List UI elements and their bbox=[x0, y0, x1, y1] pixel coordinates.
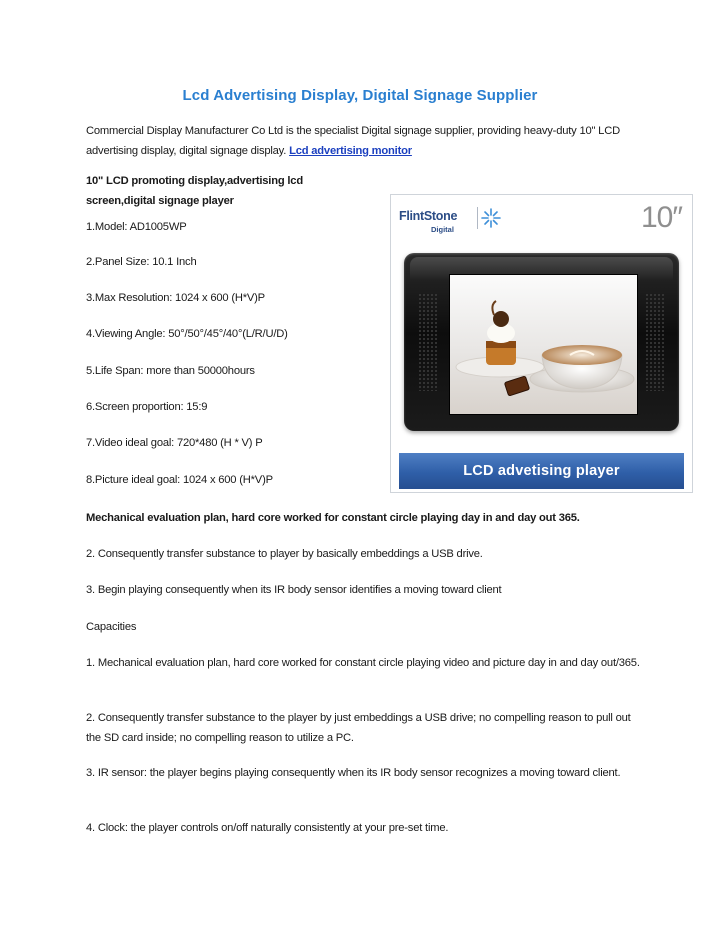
spec-picture-goal: 8.Picture ideal goal: 1024 x 600 (H*V)P bbox=[86, 474, 273, 486]
spec-life-span: 5.Life Span: more than 50000hours bbox=[86, 365, 255, 377]
spec-panel-size: 2.Panel Size: 10.1 Inch bbox=[86, 256, 197, 268]
product-image bbox=[390, 194, 693, 493]
capacity-item-4: 4. Clock: the player controls on/off naturally consistently at your pre-set time. bbox=[86, 822, 449, 834]
spec-model: 1.Model: AD1005WP bbox=[86, 221, 187, 233]
speaker-grille-right bbox=[645, 293, 665, 391]
spec-video-goal: 7.Video ideal goal: 720*480 (H * V) P bbox=[86, 437, 263, 449]
spec-viewing-angle: 4.Viewing Angle: 50°/50°/45°/40°(L/R/U/D) bbox=[86, 328, 288, 340]
page-title: Lcd Advertising Display, Digital Signage Supplier bbox=[182, 87, 538, 104]
product-subheading: 10" LCD promoting display,advertising lcd screen,digital signage player bbox=[86, 175, 303, 207]
lcd-advertising-monitor-link[interactable]: Lcd advertising monitor bbox=[289, 145, 412, 157]
intro-paragraph bbox=[86, 121, 646, 161]
dessert-picture bbox=[450, 275, 637, 414]
paragraph-mechanical-evaluation: Mechanical evaluation plan, hard core worked for constant circle playing day in and day out 365. bbox=[86, 512, 580, 524]
capacity-item-1: 1. Mechanical evaluation plan, hard core worked for constant circle playing video and picture day in and day out/365. bbox=[86, 657, 640, 669]
lcd-player-device bbox=[404, 253, 679, 431]
speaker-grille-left bbox=[418, 293, 438, 391]
device-screen bbox=[449, 274, 638, 415]
starburst-logo-icon bbox=[477, 207, 502, 229]
logo-text: FlintStone bbox=[399, 209, 458, 223]
screen-size-label: 10″ bbox=[641, 201, 682, 234]
product-banner: LCD advetising player bbox=[399, 453, 684, 489]
spec-screen-proportion: 6.Screen proportion: 15:9 bbox=[86, 401, 208, 413]
capacities-heading: Capacities bbox=[86, 621, 137, 633]
brand-logo bbox=[399, 207, 491, 237]
intro-text: Commercial Display Manufacturer Co Ltd is the specialist Digital signage supplier, providing heavy-duty 10" LCD advertising display, digital signage display. bbox=[86, 125, 620, 157]
spec-max-resolution: 3.Max Resolution: 1024 x 600 (H*V)P bbox=[86, 292, 265, 304]
paragraph-usb-transfer: 2. Consequently transfer substance to player by basically embeddings a USB drive. bbox=[86, 548, 483, 560]
capacity-item-2: 2. Consequently transfer substance to the player by just embeddings a USB drive; no compelling reason to pull out the SD card inside; no compelling reason to utilize a PC. bbox=[86, 712, 631, 744]
logo-subtext: Digital bbox=[431, 225, 454, 234]
capacity-item-3: 3. IR sensor: the player begins playing consequently when its IR body sensor recognizes a moving toward client. bbox=[86, 767, 621, 779]
paragraph-ir-sensor-intro: 3. Begin playing consequently when its IR body sensor identifies a moving toward client bbox=[86, 584, 502, 596]
